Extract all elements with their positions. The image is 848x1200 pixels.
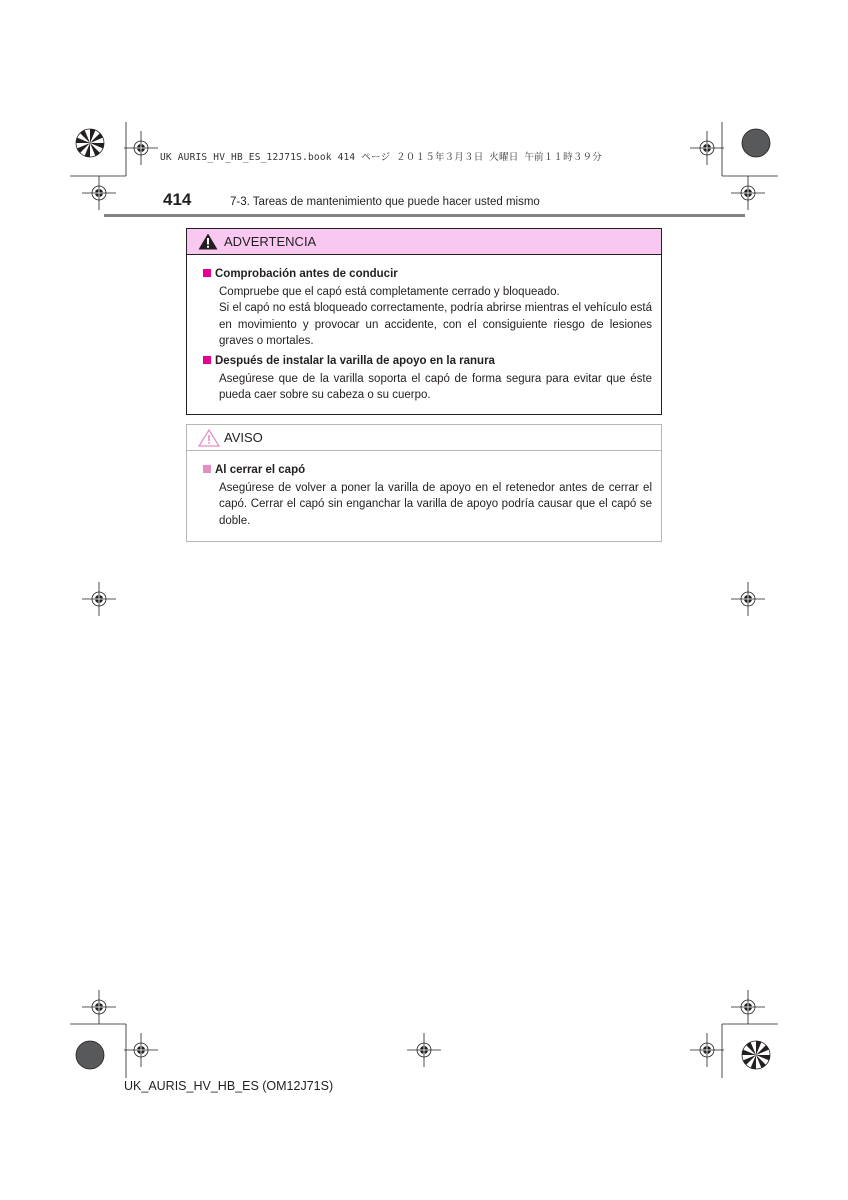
warning-box <box>186 228 662 415</box>
header-rule <box>104 214 745 217</box>
warning-paragraph: Asegúrese que de la varilla soporta el capó de forma segura para evitar que éste pueda caer sobre su cabeza o su cuerpo. <box>219 373 652 402</box>
caution-header <box>187 425 661 451</box>
warning-paragraph: Compruebe que el capó está completamente cerrado y bloqueado. <box>219 286 560 298</box>
bullet-icon <box>203 356 211 364</box>
warning-header <box>187 229 661 255</box>
warning-paragraph: Si el capó no está bloqueado correctamente, podría abrirse mientras el vehículo está en movimiento y provocar un accidente, con el consiguiente riesgo de lesiones graves o mortales. <box>219 302 652 347</box>
caution-title: AVISO <box>224 430 263 445</box>
section-title: 7-3. Tareas de mantenimiento que puede hacer usted mismo <box>230 196 540 208</box>
caution-paragraph: Asegúrese de volver a poner la varilla de apoyo en el retenedor antes de cerrar el capó. Cerrar el capó sin enganchar la varilla de apoyo podría causar que el capó se doble. <box>219 482 652 527</box>
caution-item-heading: Al cerrar el capó <box>203 462 652 478</box>
footer-code: UK_AURIS_HV_HB_ES (OM12J71S) <box>124 1079 334 1093</box>
warning-item-heading: Comprobación antes de conducir <box>203 266 652 282</box>
caution-box <box>186 424 662 542</box>
warning-title: ADVERTENCIA <box>224 234 317 249</box>
file-meta: UK AURIS_HV_HB_ES_12J71S.book 414 ページ ２０１５年３月３日 火曜日 午前１１時３９分 <box>160 152 602 163</box>
caution-icon <box>198 429 220 447</box>
page-number: 414 <box>163 190 192 209</box>
warning-icon <box>198 233 218 250</box>
bullet-icon <box>203 269 211 277</box>
bullet-icon <box>203 465 211 473</box>
warning-item-heading: Después de instalar la varilla de apoyo en la ranura <box>203 353 652 369</box>
